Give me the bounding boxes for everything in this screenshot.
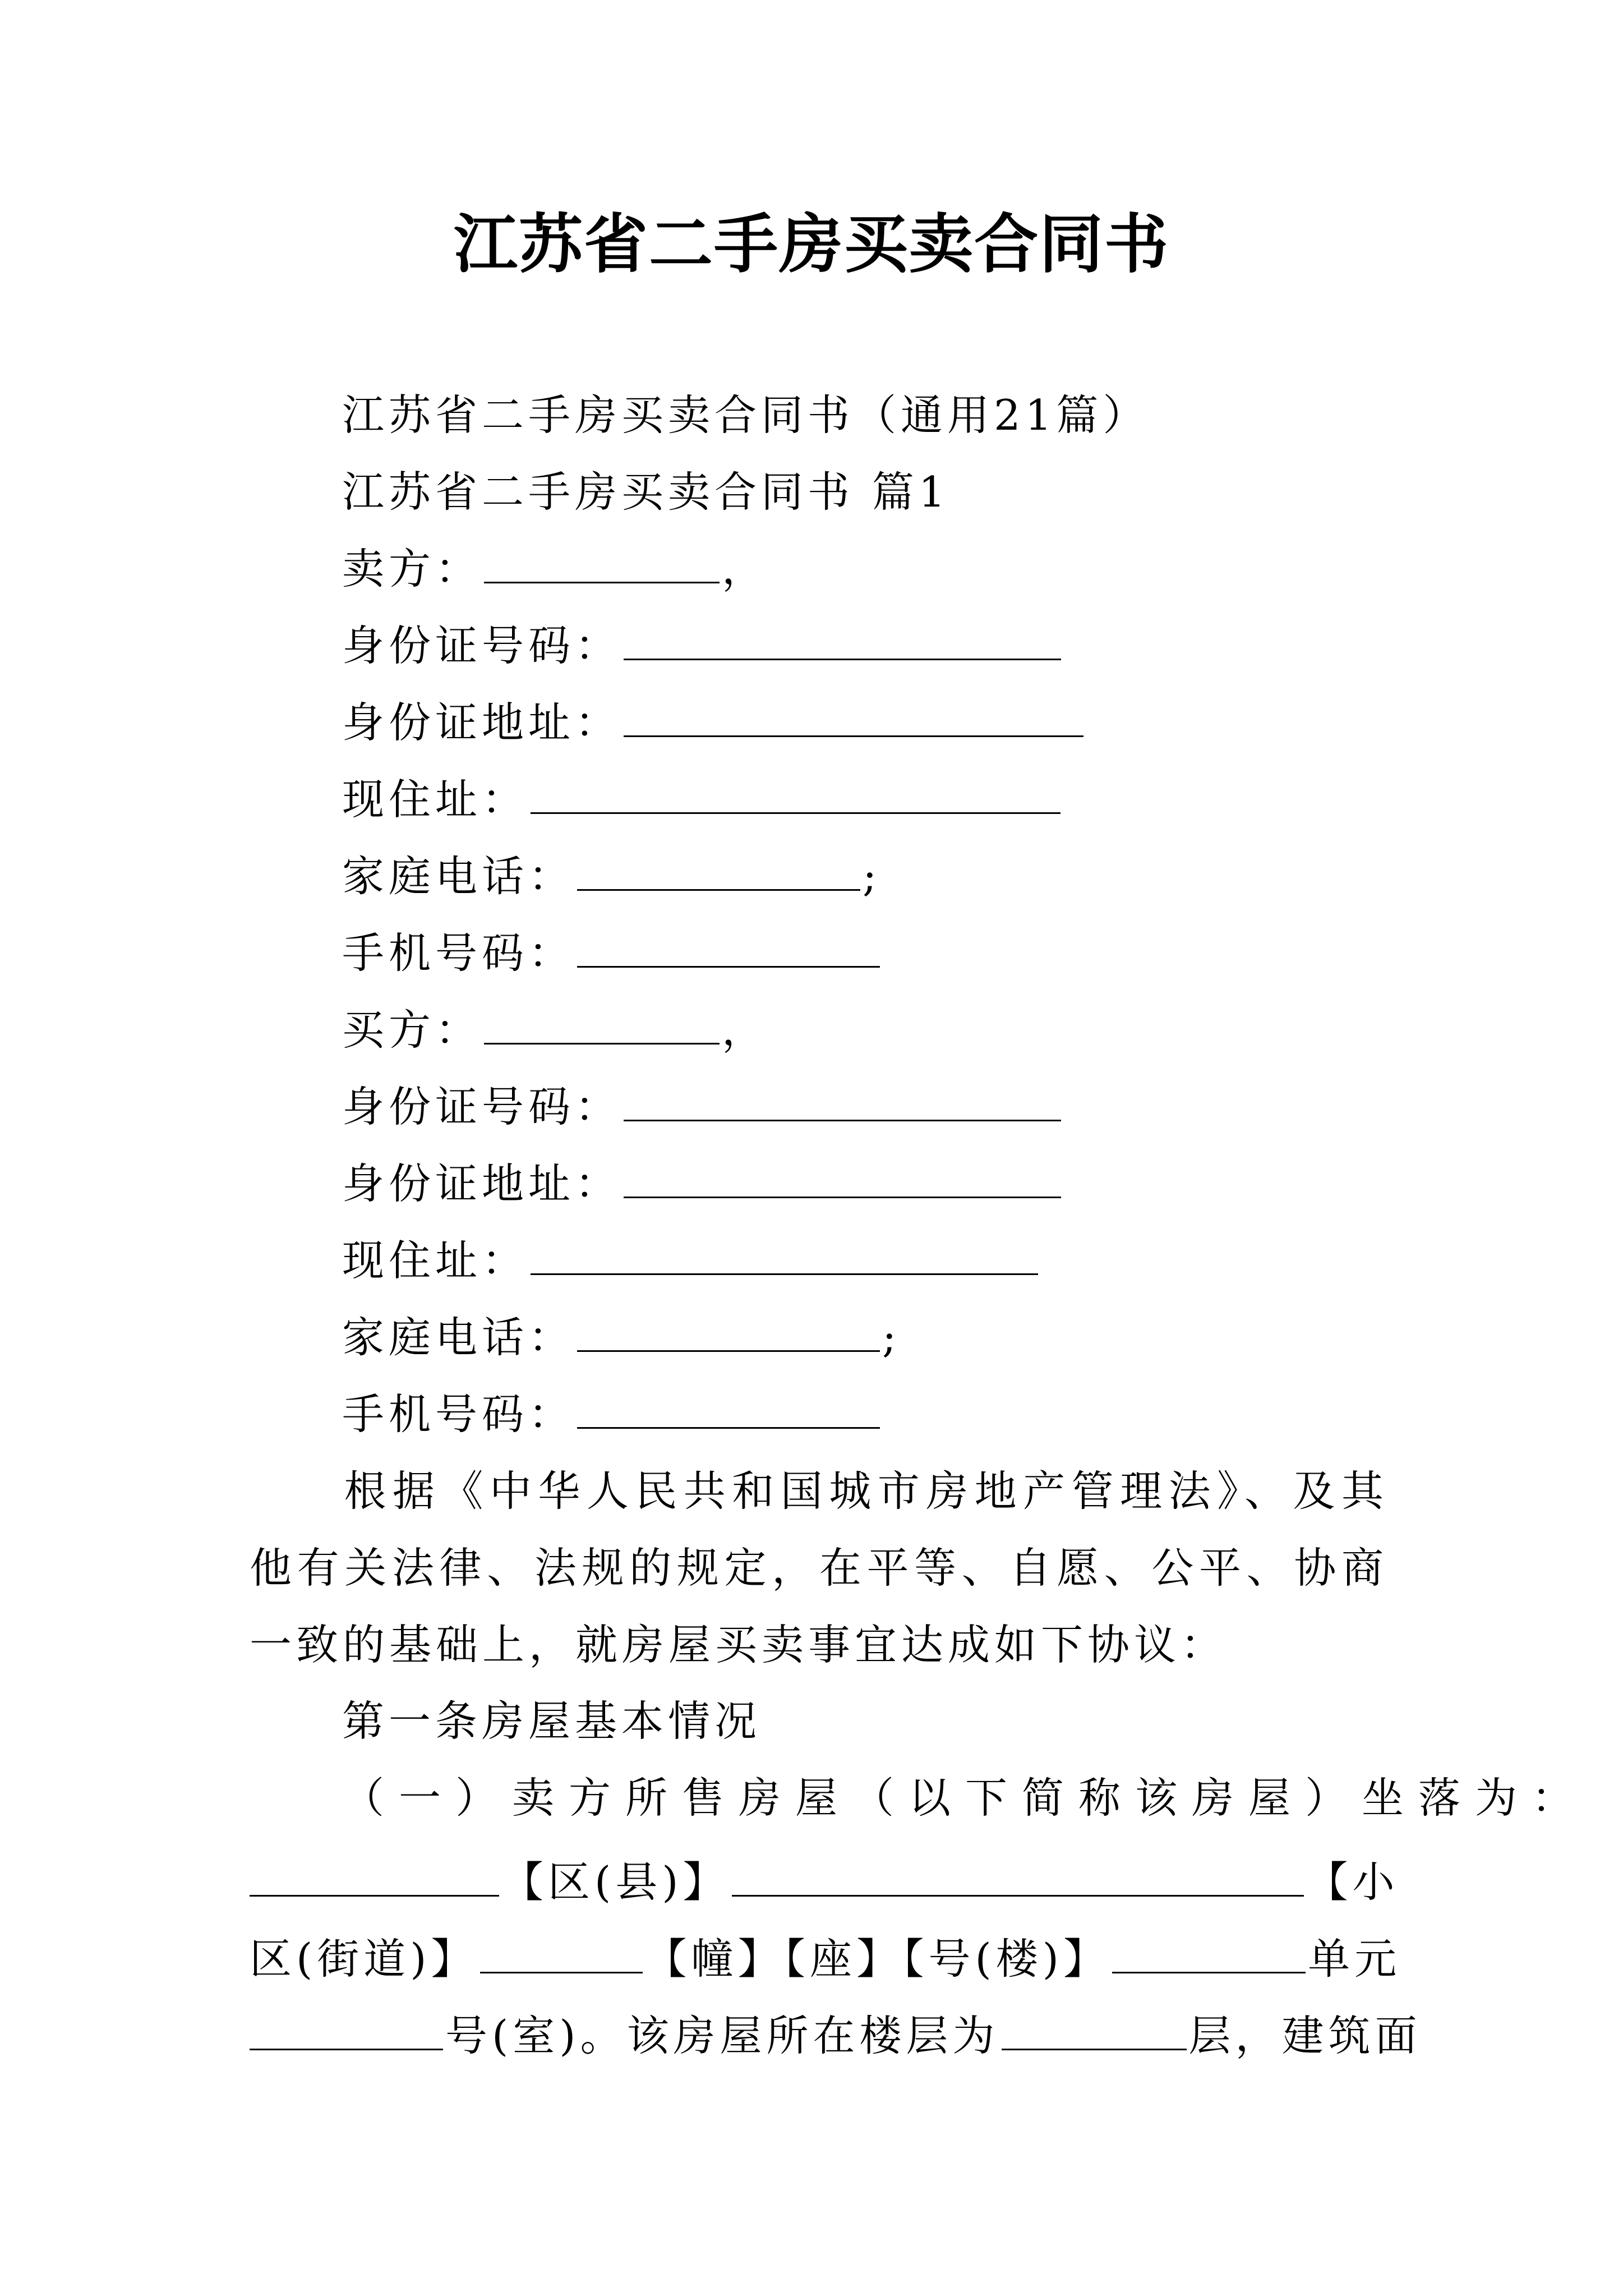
clause1-row-3 — [250, 1998, 1422, 2074]
buyer-home-phone-suffix: ; — [882, 1313, 901, 1362]
buyer-address-label: 现住址： — [342, 1236, 529, 1285]
buyer-mobile-label: 手机号码： — [342, 1389, 575, 1439]
buyer-mobile-line — [342, 1386, 882, 1442]
buyer-line — [342, 1002, 768, 1058]
article1-heading: 第一条房屋基本情况 — [342, 1696, 762, 1746]
buyer-home-phone-line — [342, 1309, 901, 1365]
unit-blank[interactable] — [250, 2012, 443, 2050]
seller-id-line — [342, 618, 1063, 674]
article1-clause1-intro: （一）卖方所售房屋（以下简称该房屋）坐落为： — [342, 1773, 1589, 1823]
floor-blank[interactable] — [1002, 2012, 1187, 2050]
building-label: 【幢】【座】【号(楼)】 — [644, 1934, 1110, 1984]
buyer-mobile-blank[interactable] — [577, 1390, 880, 1429]
floor-suffix: 层，建筑面 — [1188, 2011, 1422, 2060]
district-label: 【区(县)】 — [501, 1857, 730, 1907]
buyer-id-address-line — [342, 1156, 1063, 1212]
seller-name-blank[interactable] — [484, 545, 720, 583]
buyer-address-blank[interactable] — [531, 1236, 1038, 1275]
article1-clause1-body — [250, 1844, 1422, 2074]
district-blank[interactable] — [732, 1858, 1304, 1897]
seller-suffix: ， — [722, 544, 769, 593]
seller-home-phone-line — [342, 848, 881, 904]
document-subtitle: 江苏省二手房买卖合同书（通用21篇） — [342, 390, 1150, 440]
clause1-row-2 — [250, 1921, 1401, 1998]
seller-mobile-label: 手机号码： — [342, 928, 575, 978]
community-label-b: 区(街道)】 — [250, 1934, 478, 1984]
seller-address-blank[interactable] — [531, 775, 1061, 814]
buyer-id-address-label: 身份证地址： — [342, 1159, 622, 1208]
document-title: 江苏省二手房买卖合同书 — [453, 206, 1169, 282]
buyer-address-line — [342, 1232, 1040, 1289]
seller-address-label: 现住址： — [342, 775, 529, 824]
clause1-row-1 — [250, 1844, 1399, 1921]
seller-id-label: 身份证号码： — [342, 621, 622, 670]
buyer-label: 买方： — [342, 1005, 482, 1055]
room-label: 号(室)。该房屋所在楼层为 — [445, 2011, 999, 2060]
community-blank[interactable] — [480, 1935, 643, 1973]
section-heading: 江苏省二手房买卖合同书 篇1 — [342, 467, 950, 517]
unit-label: 单元 — [1308, 1934, 1401, 1984]
buyer-id-line — [342, 1079, 1063, 1135]
seller-mobile-line — [342, 925, 882, 981]
buyer-home-phone-blank[interactable] — [577, 1313, 880, 1352]
seller-mobile-blank[interactable] — [577, 929, 880, 968]
seller-id-address-blank[interactable] — [624, 698, 1083, 737]
seller-home-phone-label: 家庭电话： — [342, 852, 575, 901]
building-blank[interactable] — [1112, 1935, 1306, 1973]
buyer-id-blank[interactable] — [624, 1083, 1061, 1121]
buyer-home-phone-label: 家庭电话： — [342, 1313, 575, 1362]
seller-address-line — [342, 771, 1063, 827]
community-label-a: 【小 — [1306, 1857, 1399, 1907]
seller-id-blank[interactable] — [624, 622, 1061, 660]
buyer-id-label: 身份证号码： — [342, 1082, 622, 1131]
buyer-name-blank[interactable] — [484, 1006, 720, 1045]
buyer-id-address-blank[interactable] — [624, 1159, 1061, 1198]
seller-label: 卖方： — [342, 544, 482, 593]
preamble-text: 根据《中华人民共和国城市房地产管理法》、及其他有关法律、法规的规定，在平等、自愿、公平、协商一致的基础上，就房屋买卖事宜达成如下协议： — [250, 1466, 1388, 1669]
seller-line — [342, 541, 768, 597]
seller-id-address-label: 身份证地址： — [342, 698, 622, 747]
seller-id-address-line — [342, 694, 1086, 751]
buyer-suffix: ， — [722, 1005, 769, 1055]
city-blank[interactable] — [250, 1858, 499, 1897]
seller-home-phone-blank[interactable] — [577, 852, 860, 891]
preamble-paragraph — [250, 1453, 1388, 1683]
seller-home-phone-suffix: ; — [863, 852, 882, 901]
